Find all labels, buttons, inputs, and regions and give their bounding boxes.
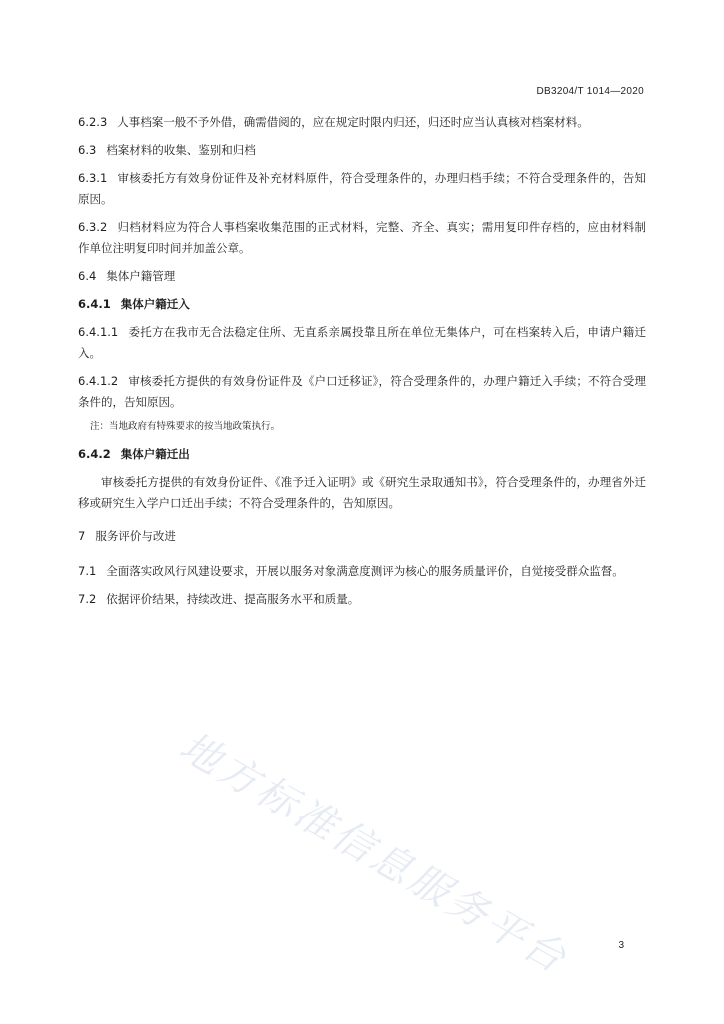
watermark: 地方标准信息服务平台 bbox=[171, 723, 576, 984]
heading-number: 6.4 bbox=[78, 269, 97, 283]
note: 注：当地政府有特殊要求的按当地政策执行。 bbox=[90, 421, 281, 432]
clause-number: 6.2.3 bbox=[78, 115, 108, 129]
document-code: DB3204/T 1014—2020 bbox=[536, 86, 644, 97]
heading-7 bbox=[78, 526, 646, 547]
clause-text: 人事档案一般不予外借，确需借阅的，应在规定时限内归还，归还时应当认真核对档案材料。 bbox=[117, 115, 589, 129]
clause-7-2 bbox=[78, 589, 646, 610]
clause-number: 7.1 bbox=[78, 564, 97, 578]
clause-6-4-1-2 bbox=[78, 371, 646, 413]
clause-text: 委托方在我市无合法稳定住所、无直系亲属投靠且所在单位无集体户，可在档案转入后，申请户籍迁入。 bbox=[78, 325, 646, 360]
clause-text: 全面落实政风行风建设要求，开展以服务对象满意度测评为核心的服务质量评价，自觉接受群众监督。 bbox=[106, 564, 624, 578]
clause-text: 审核委托方有效身份证件及补充材料原件，符合受理条件的，办理归档手续；不符合受理条件的，告知原因。 bbox=[78, 171, 646, 206]
heading-number: 6.3 bbox=[78, 143, 97, 157]
heading-6-3 bbox=[78, 140, 646, 161]
clause-text: 审核委托方提供的有效身份证件及《户口迁移证》，符合受理条件的，办理户籍迁入手续；不符合受理条件的，告知原因。 bbox=[78, 374, 646, 409]
heading-title: 服务评价与改进 bbox=[95, 529, 176, 543]
clause-number: 6.3.1 bbox=[78, 171, 108, 185]
heading-title: 档案材料的收集、鉴别和归档 bbox=[106, 143, 256, 157]
heading-number: 7 bbox=[78, 529, 86, 543]
document-body bbox=[78, 112, 646, 617]
heading-title: 集体户籍管理 bbox=[106, 269, 176, 283]
heading-number: 6.4.1 bbox=[78, 297, 111, 311]
heading-title: 集体户籍迁出 bbox=[120, 447, 190, 461]
clause-7-1 bbox=[78, 561, 646, 582]
clause-6-4-1-1 bbox=[78, 322, 646, 364]
clause-text: 依据评价结果，持续改进、提高服务水平和质量。 bbox=[106, 592, 360, 606]
clause-text: 归档材料应为符合人事档案收集范围的正式材料，完整、齐全、真实；需用复印件存档的，应由材料制作单位注明复印时间并加盖公章。 bbox=[78, 220, 646, 255]
heading-title: 集体户籍迁入 bbox=[120, 297, 190, 311]
clause-6-3-1 bbox=[78, 168, 646, 210]
heading-6-4-2 bbox=[78, 444, 646, 465]
heading-6-4 bbox=[78, 266, 646, 287]
page-number: 3 bbox=[618, 940, 624, 951]
clause-number: 6.3.2 bbox=[78, 220, 108, 234]
clause-6-2-3 bbox=[78, 112, 646, 133]
heading-number: 6.4.2 bbox=[78, 447, 111, 461]
heading-6-4-1 bbox=[78, 294, 646, 315]
clause-6-4-2-text: 审核委托方提供的有效身份证件、《准予迁入证明》或《研究生录取通知书》，符合受理条件的，办理省外迁移或研究生入学户口迁出手续；不符合受理条件的，告知原因。 bbox=[78, 475, 646, 510]
clause-number: 6.4.1.1 bbox=[78, 325, 119, 339]
clause-number: 6.4.1.2 bbox=[78, 374, 119, 388]
clause-number: 7.2 bbox=[78, 592, 97, 606]
clause-6-3-2 bbox=[78, 217, 646, 259]
